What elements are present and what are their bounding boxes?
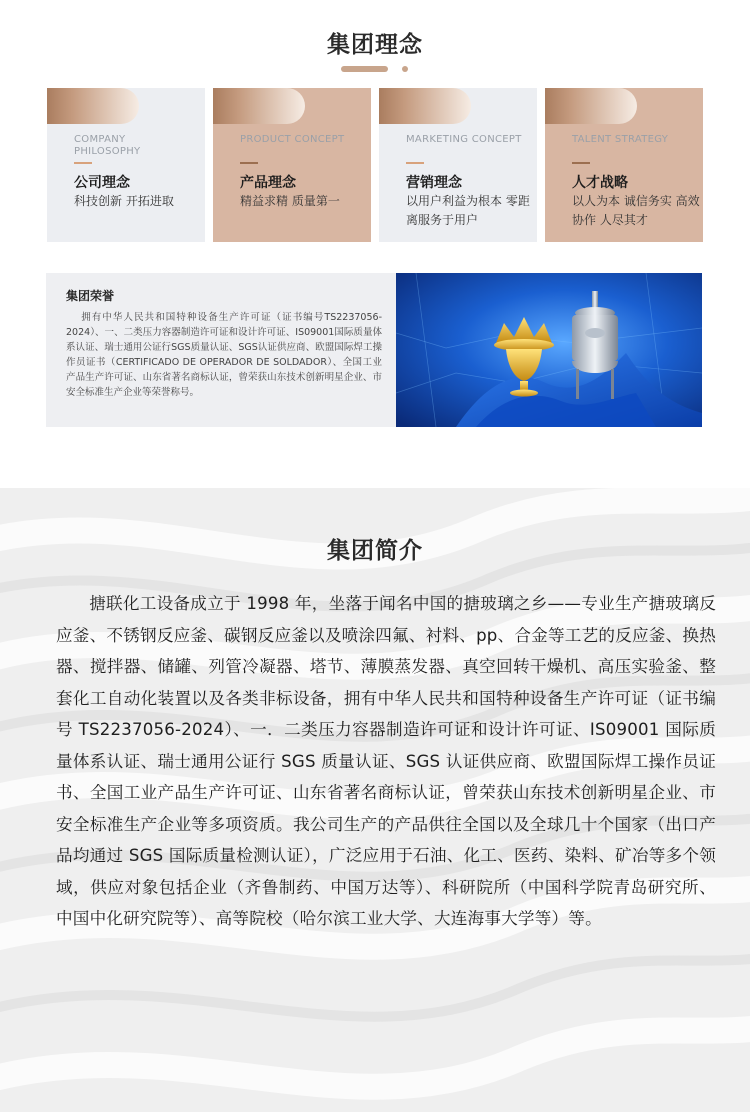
card-pill-decoration xyxy=(545,88,637,124)
intro-body: 搪联化工设备成立于 1998 年，坐落于闻名中国的搪玻璃之乡——专业生产搪玻璃反应釜、不锈钢反应釜、碳钢反应釜以及喷涂四氟、衬料、pp、合金等工艺的反应釜、换热器、搅拌器、储罐、列管冷凝器、塔节、薄膜蒸发器、真空回转干燥机、高压实验釜、整套化工自动化装置以及各类非标设备，拥有中华人民共和国特种设备生产许可证（证书编号 TS2237056-2024）、一．二类压力容器制造许可证和设计许可证、IS09001 国际质量体系认证、瑞士通用公证行 SGS 质量认证、SGS 认证供应商、欧盟国际焊工操作员证书、全国工业产品生产许可证、山东省著名商标认证，曾荣获山东技术创新明星企业、市安全标准生产企业等多项资质。我公司生产的产品供往全国以及全球几十个国家（出口产品均通过 SGS 国际质量检测认证），广泛应用于石油、化工、医药、染料、矿冶等多个领域，供应对象包括企业（齐鲁制药、中国万达等）、科研院所（中国科学院青岛研究所、中国中化研究院等）、高等院校（哈尔滨工业大学、大连海事大学等）等。 xyxy=(56,594,716,928)
philosophy-title: 集团理念 xyxy=(327,32,423,58)
intro-section xyxy=(0,488,750,1112)
honor-body: 拥有中华人民共和国特种设备生产许可证（证书编号TS2237056-2024）、一、二类压力容器制造许可证和设计许可证、IS09001国际质量体系认证、瑞士通用公证行SGS质量认证、SGS认证供应商、欧盟国际焊工操作员证书（CERTIFICADO DE OPERADOR DE SOLDADOR）、全国工业产品生产许可证、山东省著名商标认证，曾荣获山东技术创新明星企业、市安全标准生产企业等荣誉称号。 xyxy=(66,312,382,398)
card-pill-decoration xyxy=(213,88,305,124)
card-description: 以人为本 诚信务实 高效协作 人尽其才 xyxy=(572,194,700,227)
card-en-label: MARKETING CONCEPT xyxy=(406,134,522,145)
card-dash xyxy=(406,162,424,164)
honor-panel xyxy=(46,273,702,427)
card-dash xyxy=(240,162,258,164)
card-description: 以用户利益为根本 零距离服务于用户 xyxy=(406,194,530,227)
card-company-philosophy xyxy=(47,88,205,242)
honor-image xyxy=(396,273,702,427)
card-cn-title: 人才战略 xyxy=(572,175,628,191)
card-description: 科技创新 开拓进取 xyxy=(74,194,174,208)
card-pill-decoration xyxy=(47,88,139,124)
title-underline-bar xyxy=(341,66,388,72)
philosophy-section xyxy=(0,0,750,488)
card-en-label: TALENT STRATEGY xyxy=(572,134,669,145)
card-en-label: PRODUCT CONCEPT xyxy=(240,134,345,145)
honor-text-block xyxy=(66,287,382,400)
card-product-concept xyxy=(213,88,371,242)
card-marketing-concept xyxy=(379,88,537,242)
card-dash xyxy=(74,162,92,164)
title-underline-dot xyxy=(402,66,408,72)
card-pill-decoration xyxy=(379,88,471,124)
card-cn-title: 营销理念 xyxy=(406,175,462,191)
card-description: 精益求精 质量第一 xyxy=(240,194,340,208)
intro-title: 集团简介 xyxy=(327,538,423,564)
card-dash xyxy=(572,162,590,164)
card-cn-title: 公司理念 xyxy=(74,175,130,191)
card-en-label: COMPANY PHILOSOPHY xyxy=(74,134,141,157)
crown-reactor-illustration xyxy=(396,273,702,427)
card-cn-title: 产品理念 xyxy=(240,175,296,191)
card-talent-strategy xyxy=(545,88,703,242)
honor-title: 集团荣誉 xyxy=(66,289,115,303)
